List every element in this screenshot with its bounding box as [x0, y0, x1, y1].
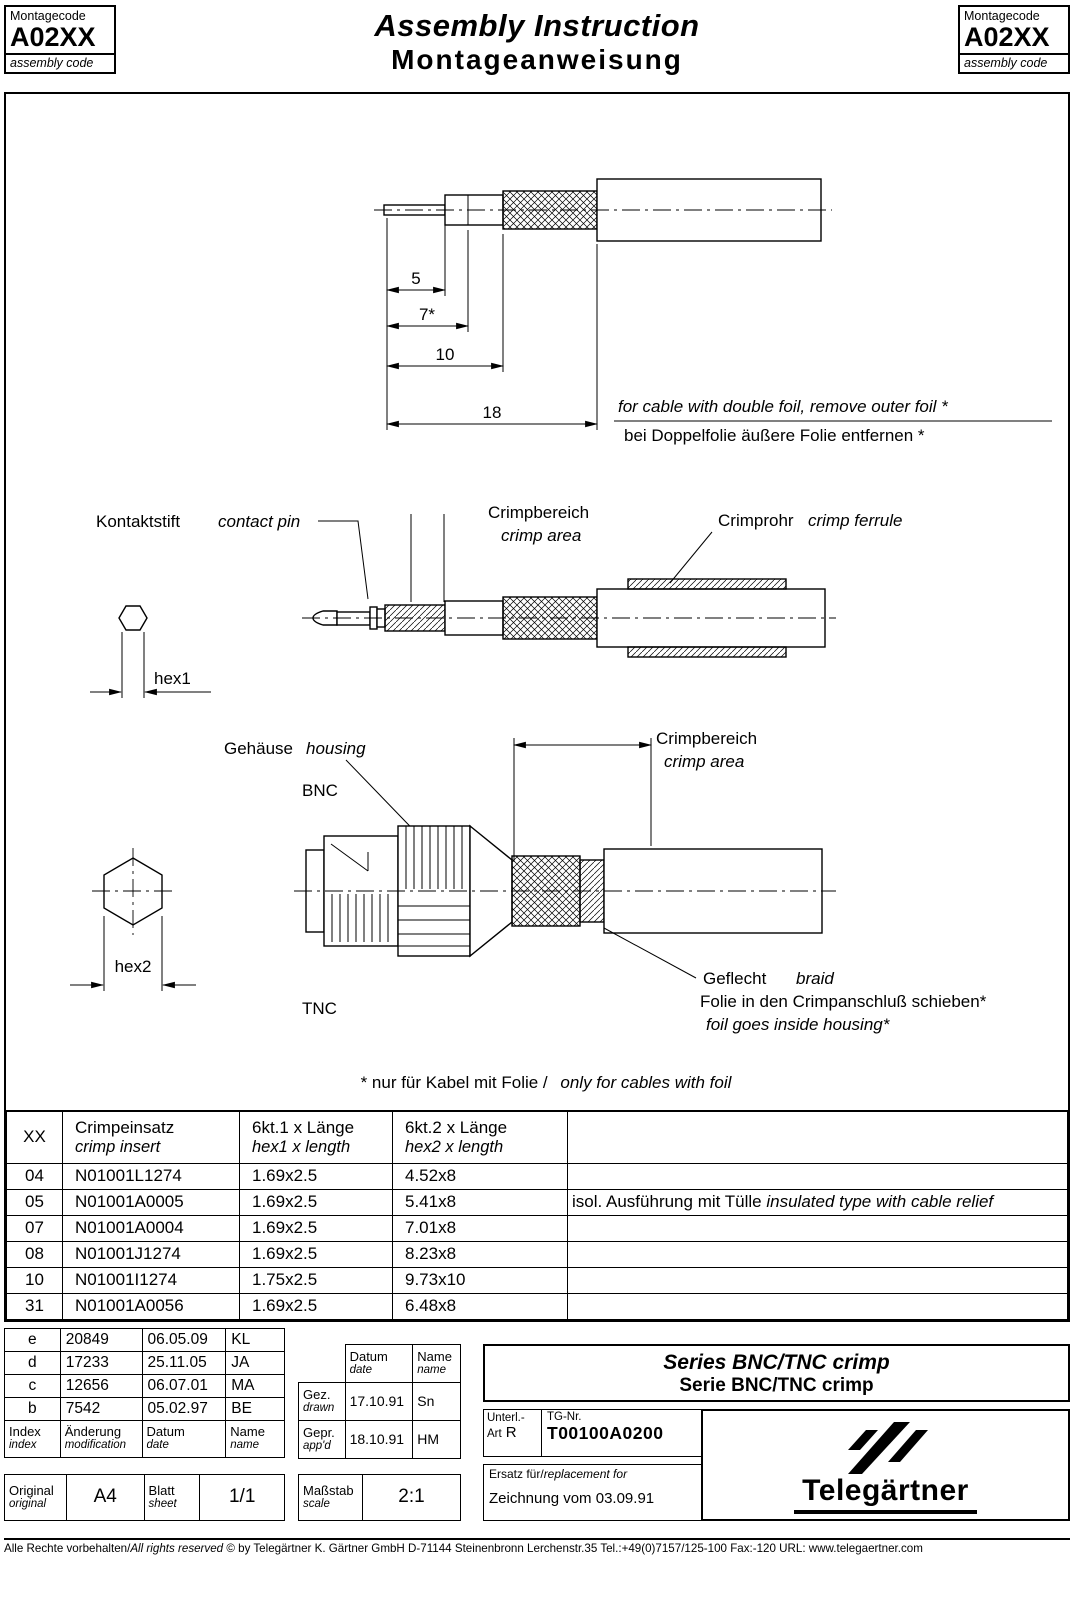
foil-footnote-en: only for cables with foil	[560, 1073, 732, 1092]
montagecode-label: Montagecode	[964, 9, 1040, 23]
art-label: Art	[487, 1427, 502, 1440]
cell-xx: 07	[7, 1215, 63, 1241]
revision-row: b 7542 05.02.97 BE	[5, 1397, 285, 1420]
contact-pin-label: contact pin	[218, 512, 301, 531]
foil-footnote-de: * nur für Kabel mit Folie /	[360, 1073, 548, 1092]
cell-xx: 05	[7, 1189, 63, 1215]
cell-note: isol. Ausführung mit Tülle insulated type with cable relief	[568, 1189, 1068, 1215]
cell-xx: 04	[7, 1163, 63, 1189]
title-english: Assembly Instruction	[374, 8, 700, 43]
assembly-code-value: A02XX	[964, 22, 1050, 52]
cell-hex1: 1.69x2.5	[240, 1215, 393, 1241]
contact-pin-diagram	[90, 503, 902, 698]
crimp-area-label-2: crimp area	[664, 752, 745, 771]
geflecht-label: Geflecht	[703, 969, 767, 988]
drawn-name: Sn	[413, 1382, 461, 1420]
dim-label-7: 7*	[418, 305, 436, 324]
assembly-drawing	[6, 94, 1067, 1110]
tg-nr-label: TG-Nr.	[547, 1410, 582, 1423]
montagecode-label: Montagecode	[10, 9, 86, 23]
approved-name: HM	[413, 1420, 461, 1458]
ersatz-label-de: Ersatz für/	[489, 1466, 544, 1481]
cell-xx: 10	[7, 1267, 63, 1293]
page-header	[0, 0, 1074, 92]
scale-value: 2:1	[362, 1474, 460, 1520]
col-header-hex1: 6kt.1 x Länge hex1 x length	[240, 1111, 393, 1163]
tg-nr-value: T00100A0200	[547, 1422, 664, 1443]
drawn-date: 17.10.91	[345, 1382, 413, 1420]
foil-note-de: Folie in den Crimpanschluß schieben*	[700, 992, 987, 1011]
double-foil-note-en: for cable with double foil, remove outer foil *	[618, 397, 948, 416]
cell-hex1: 1.69x2.5	[240, 1189, 393, 1215]
telegaertner-logo-mark	[826, 1422, 946, 1474]
table-row	[7, 1241, 1068, 1267]
hex1-label: hex1	[154, 669, 191, 688]
unterl-label: Unterl.-	[487, 1411, 525, 1424]
housing-diagram	[70, 729, 987, 1092]
cell-hex1: 1.75x2.5	[240, 1267, 393, 1293]
title-block	[4, 1328, 1070, 1534]
crimp-ferrule-label: crimp ferrule	[808, 511, 903, 530]
dim-label-5: 5	[411, 269, 421, 288]
col-header-notes	[568, 1111, 1068, 1163]
zeichnung-date: 03.09.91	[595, 1489, 655, 1507]
series-title-de: Serie BNC/TNC crimp	[679, 1374, 874, 1396]
foil-footnote	[361, 1073, 733, 1092]
montagecode-box-left	[4, 5, 116, 74]
drawn-row: Gez. drawn 17.10.91 Sn	[299, 1382, 461, 1420]
cell-hex1: 1.69x2.5	[240, 1241, 393, 1267]
telegaertner-logo-box	[701, 1409, 1070, 1521]
footer-de: Alle Rechte vorbehalten/	[4, 1541, 131, 1555]
table-row	[7, 1215, 1068, 1241]
crimp-area-label-1: crimp area	[501, 526, 582, 545]
double-foil-note-de: bei Doppelfolie äußere Folie entfernen *	[624, 426, 925, 445]
gehaeuse-label: Gehäuse	[224, 739, 293, 758]
table-row	[7, 1267, 1068, 1293]
cell-hex1: 1.69x2.5	[240, 1163, 393, 1189]
brand-name: Telegärtner	[794, 1474, 977, 1514]
cable-strip-diagram	[374, 179, 1052, 445]
assembly-code-value: A02XX	[10, 22, 96, 52]
assembly-code-label: assembly code	[6, 53, 114, 72]
cell-hex2: 6.48x8	[393, 1293, 568, 1319]
crimprohr-label: Crimprohr	[718, 511, 794, 530]
revision-row: e 20849 06.05.09 KL	[5, 1328, 285, 1351]
footer-en: All rights reserved	[130, 1541, 224, 1555]
page-title	[374, 5, 699, 76]
cell-note	[568, 1267, 1068, 1293]
revision-row: d 17233 25.11.05 JA	[5, 1351, 285, 1374]
crimpbereich-label-1: Crimpbereich	[488, 503, 590, 522]
bnc-label: BNC	[302, 781, 338, 800]
revision-header-row: Index index Änderung modification Datum date Name name	[5, 1420, 285, 1457]
approved-row: Gepr. app'd 18.10.91 HM	[299, 1420, 461, 1458]
housing-label: housing	[306, 739, 366, 758]
hex1-view	[90, 606, 211, 698]
format-value: A4	[66, 1474, 144, 1520]
copyright-footer	[4, 1538, 1070, 1555]
crimp-insert-table	[6, 1110, 1068, 1320]
title-german: Montageanweisung	[391, 44, 683, 75]
cell-note	[568, 1163, 1068, 1189]
col-header-hex2: 6kt.2 x Länge hex2 x length	[393, 1111, 568, 1163]
cell-hex2: 5.41x8	[393, 1189, 568, 1215]
art-value: R	[505, 1423, 517, 1441]
drawing-frame	[4, 92, 1070, 1322]
approval-table: Datum date Name name Gez. drawn 17.10.91 Sn Gepr. app'd 18.10.91 HM	[298, 1344, 461, 1459]
foil-note-en: foil goes inside housing*	[706, 1015, 890, 1034]
series-title-en: Series BNC/TNC crimp	[663, 1350, 890, 1374]
braid-label: braid	[796, 969, 834, 988]
cell-xx: 08	[7, 1241, 63, 1267]
table-row	[7, 1189, 1068, 1215]
footer-rest: © by Telegärtner K. Gärtner GmbH D-71144 Steinenbronn Lerchenstr.35 Tel.:+49(0)7157/125-100 Fax:-120 URL: www.telegaertner.com	[226, 1541, 923, 1555]
cell-insert: N01001A0004	[63, 1215, 240, 1241]
table-row	[7, 1163, 1068, 1189]
assembly-code-label: assembly code	[960, 53, 1068, 72]
crimpbereich-label-2: Crimpbereich	[656, 729, 758, 748]
table-header-row	[7, 1111, 1068, 1163]
hex2-label: hex2	[114, 957, 152, 976]
cell-note	[568, 1215, 1068, 1241]
col-header-insert: Crimpeinsatz crimp insert	[63, 1111, 240, 1163]
cell-insert: N01001A0005	[63, 1189, 240, 1215]
cell-hex2: 7.01x8	[393, 1215, 568, 1241]
ersatz-label-en: replacement for	[543, 1466, 628, 1481]
cell-xx: 31	[7, 1293, 63, 1319]
replacement-box	[483, 1464, 702, 1521]
table-row	[7, 1293, 1068, 1319]
hex2-view	[70, 848, 196, 991]
cell-note	[568, 1293, 1068, 1319]
cell-hex2: 8.23x8	[393, 1241, 568, 1267]
montagecode-box-right	[958, 5, 1070, 74]
kontaktstift-label: Kontaktstift	[96, 512, 181, 531]
series-title-box	[483, 1344, 1070, 1402]
cell-hex2: 4.52x8	[393, 1163, 568, 1189]
cell-insert: N01001L1274	[63, 1163, 240, 1189]
col-header-xx: XX	[7, 1111, 63, 1163]
dim-label-18: 18	[482, 403, 502, 422]
revision-table	[4, 1328, 285, 1458]
zeichnung-label: Zeichnung vom	[489, 1489, 592, 1507]
cell-insert: N01001I1274	[63, 1267, 240, 1293]
approved-date: 18.10.91	[345, 1420, 413, 1458]
tnc-label: TNC	[302, 999, 337, 1018]
revision-row: c 12656 06.07.01 MA	[5, 1374, 285, 1397]
cell-hex2: 9.73x10	[393, 1267, 568, 1293]
cell-note	[568, 1241, 1068, 1267]
cell-hex1: 1.69x2.5	[240, 1293, 393, 1319]
dim-label-10: 10	[435, 345, 455, 364]
scale-box: Maßstab scale 2:1	[298, 1474, 461, 1521]
original-format-box: Original original A4 Blatt sheet 1/1	[4, 1474, 285, 1521]
document-number-box	[483, 1409, 702, 1457]
cell-insert: N01001J1274	[63, 1241, 240, 1267]
sheet-value: 1/1	[200, 1474, 285, 1520]
cell-insert: N01001A0056	[63, 1293, 240, 1319]
